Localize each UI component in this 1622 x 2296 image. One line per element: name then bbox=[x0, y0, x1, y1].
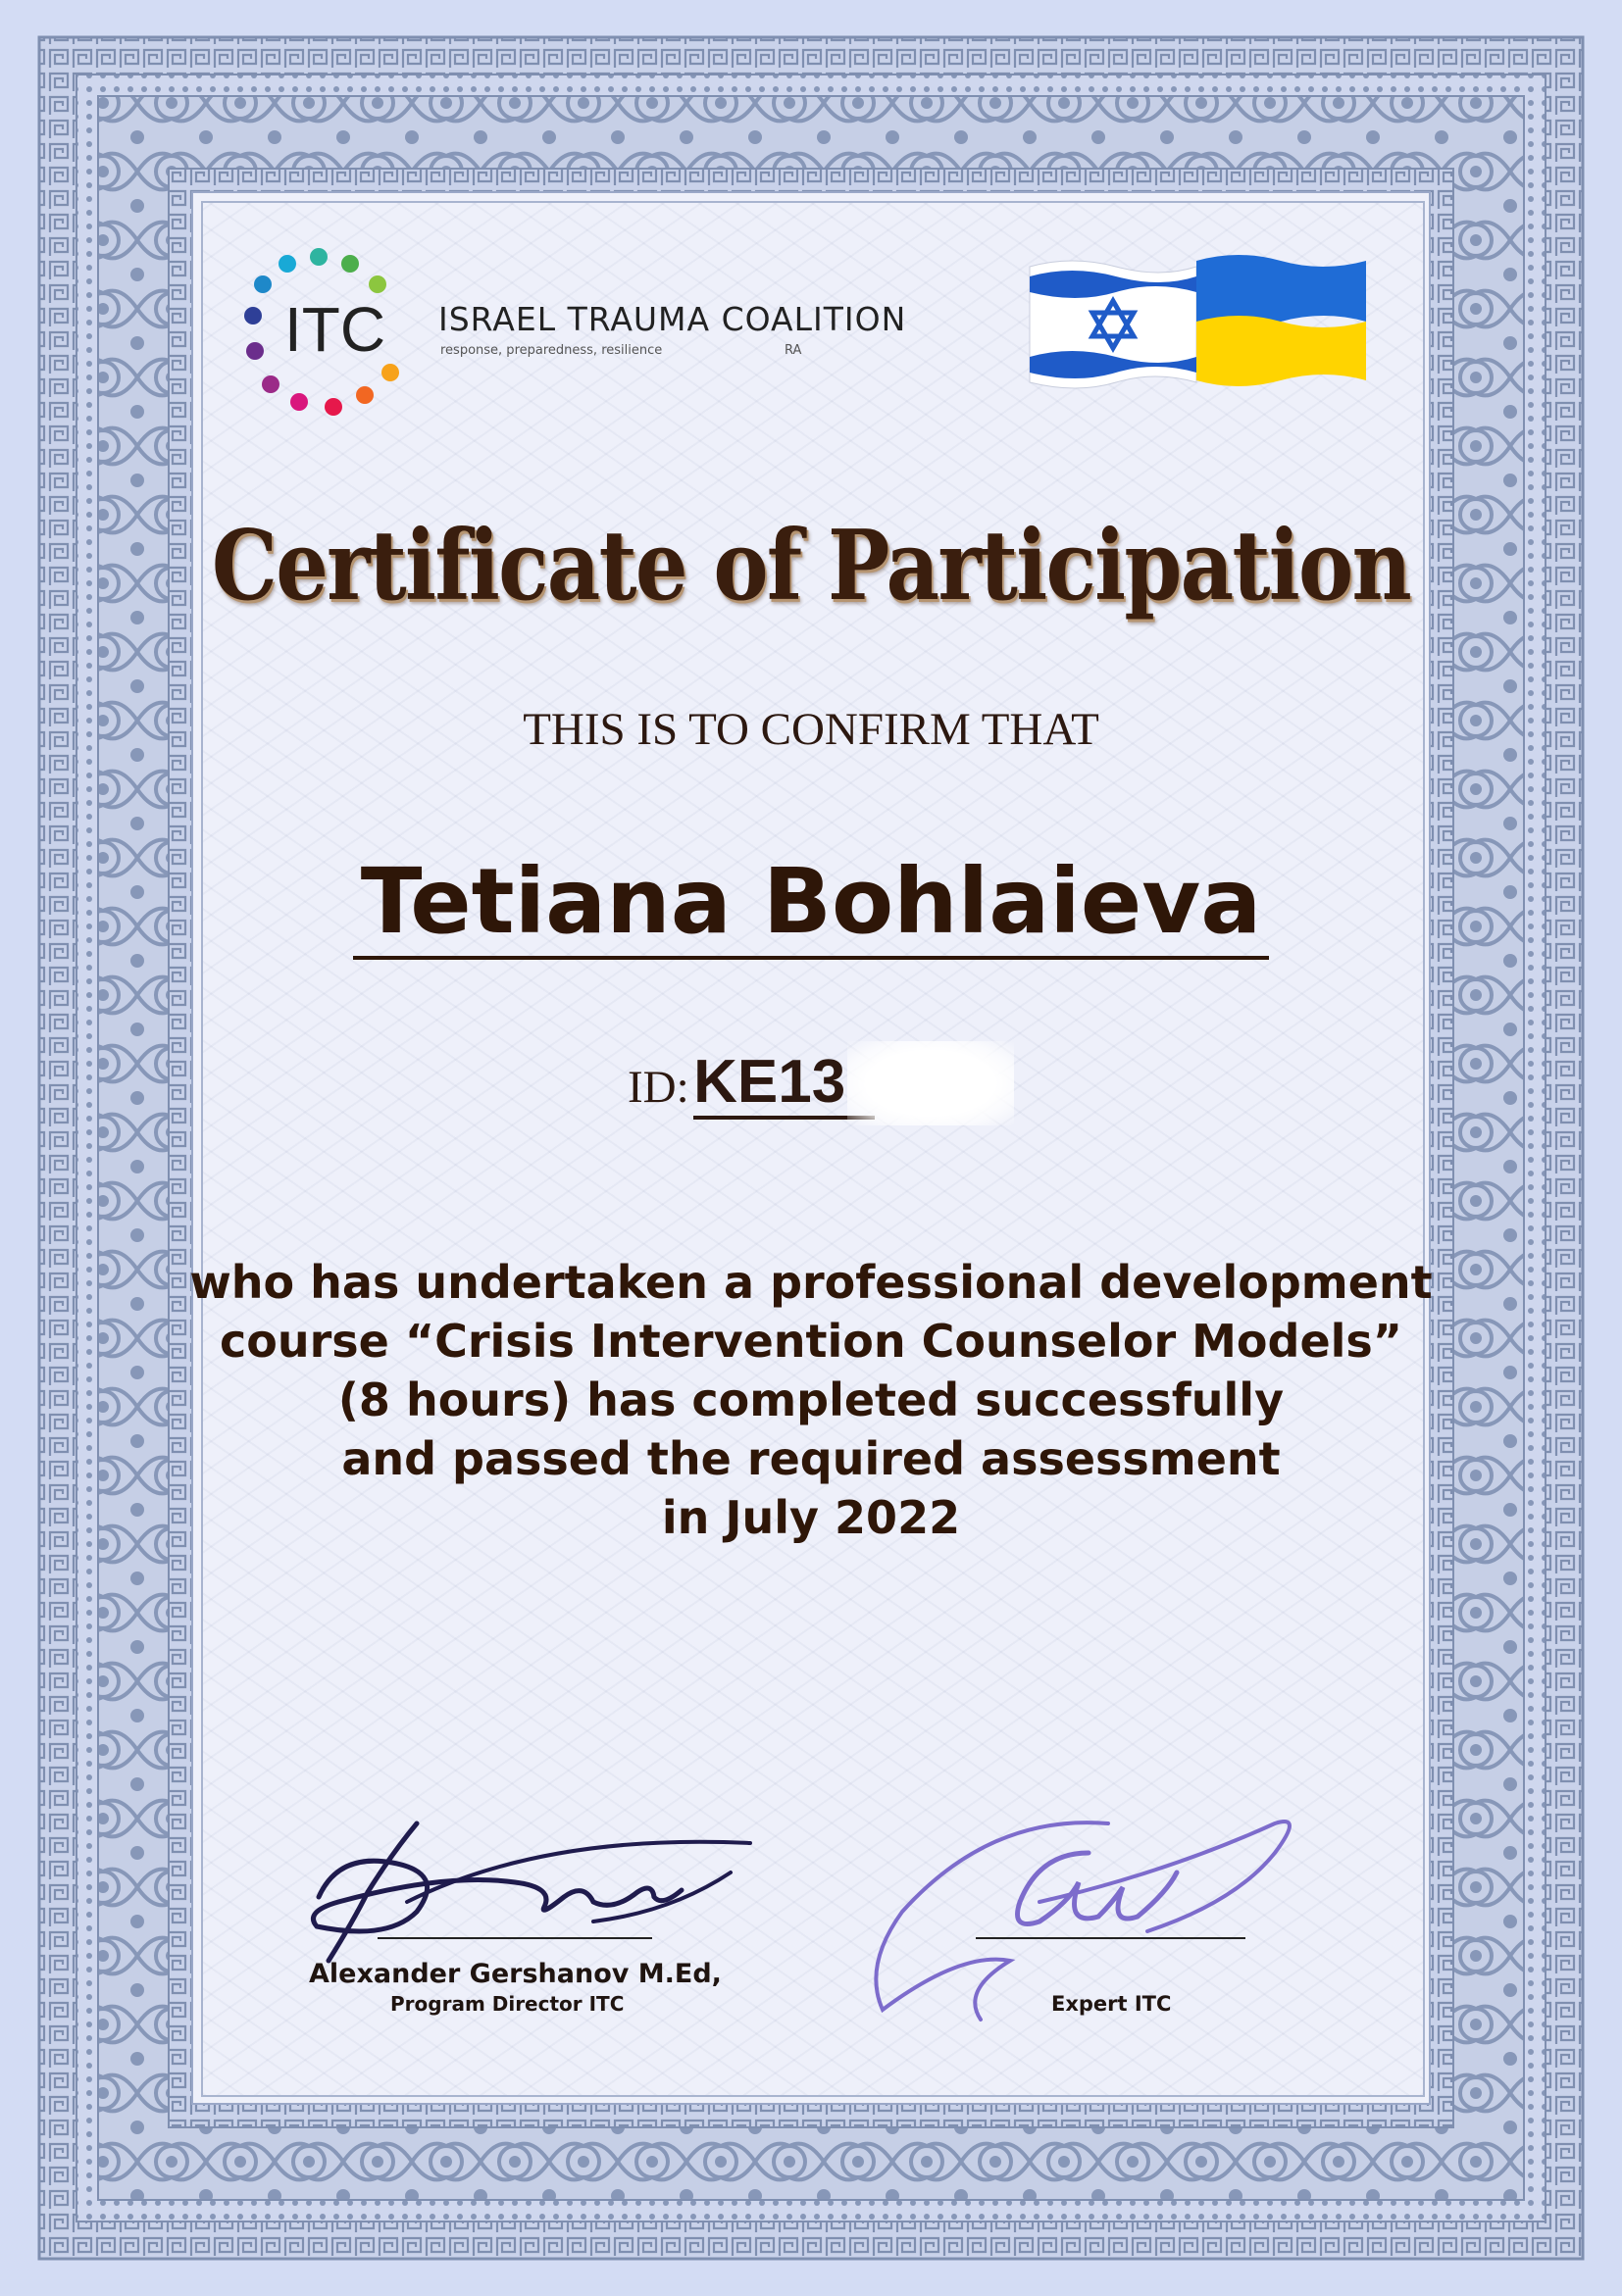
flags bbox=[1028, 253, 1371, 400]
id-value: KE13 bbox=[693, 1048, 875, 1120]
signer-name: Alexander Gershanov M.Ed, bbox=[309, 1959, 722, 1989]
israel-flag-icon bbox=[1030, 261, 1196, 388]
signature-line-right bbox=[976, 1937, 1245, 1939]
statement-line: in July 2022 bbox=[661, 1491, 961, 1544]
statement-line: (8 hours) has completed successfully bbox=[337, 1373, 1285, 1426]
id-label: ID: bbox=[628, 1062, 689, 1113]
id-redaction bbox=[847, 1041, 1014, 1125]
statement-line: and passed the required assessment bbox=[341, 1432, 1281, 1485]
organization-tagline: response, preparedness, resilience bbox=[440, 343, 663, 358]
ukraine-flag-icon bbox=[1196, 255, 1366, 386]
recipient-name bbox=[0, 849, 1622, 954]
itc-logo-icon bbox=[226, 235, 412, 422]
statement-line: who has undertaken a professional development bbox=[189, 1256, 1433, 1309]
signature-line-left bbox=[378, 1937, 652, 1939]
organization-name: ISRAEL TRAUMA COALITION bbox=[438, 300, 907, 338]
id-line bbox=[628, 1047, 875, 1117]
certificate-title: Certificate of Participation bbox=[211, 510, 1411, 623]
organization-suffix: RA bbox=[785, 343, 802, 358]
itc-logo-text: ITC bbox=[284, 294, 386, 365]
certificate-statement bbox=[0, 1253, 1622, 1547]
recipient-name-text: Tetiana Bohlaieva bbox=[353, 849, 1270, 960]
expert-role: Expert ITC bbox=[1051, 1992, 1172, 2016]
signature-left-icon bbox=[299, 1814, 760, 1971]
confirm-text: THIS IS TO CONFIRM THAT bbox=[523, 704, 1099, 755]
statement-line: course “Crisis Intervention Counselor Models” bbox=[219, 1315, 1403, 1368]
signer-role: Program Director ITC bbox=[390, 1992, 625, 2016]
